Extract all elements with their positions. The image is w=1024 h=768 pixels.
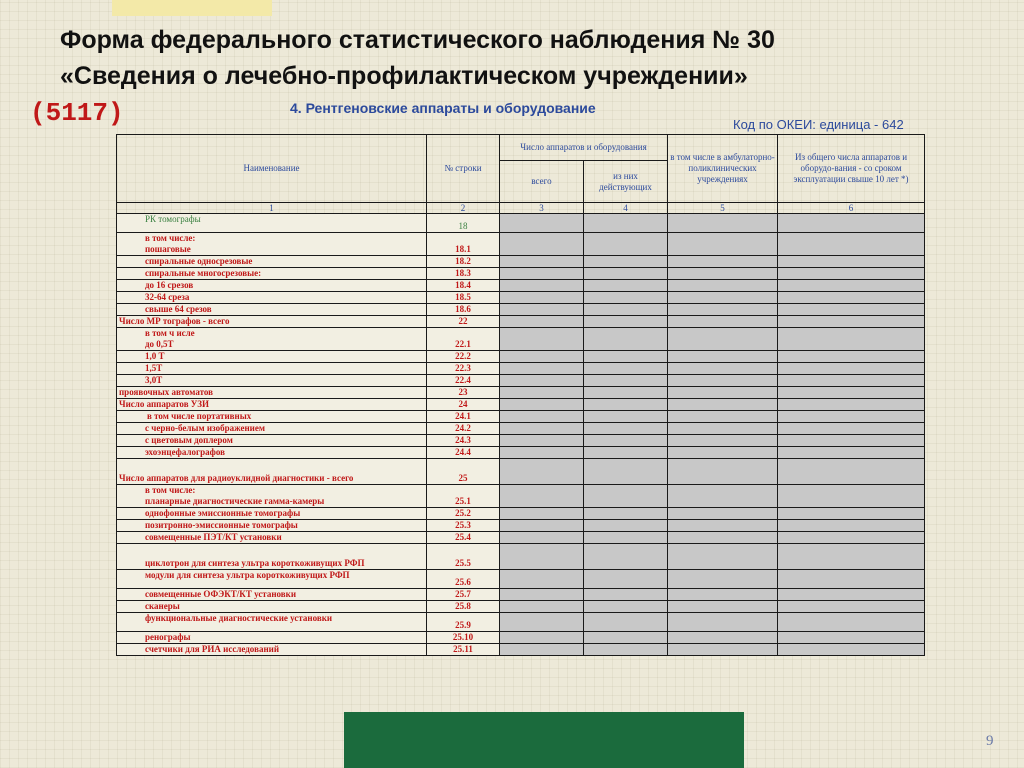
row-name: совмещенные ПЭТ/КТ установки	[117, 532, 427, 544]
row-number: 25.8	[427, 601, 500, 613]
col-number: 5	[668, 203, 778, 214]
row-name: с цветовым доплером	[117, 435, 427, 447]
table-row	[117, 214, 925, 233]
input-cell[interactable]	[778, 268, 925, 280]
input-cell[interactable]	[584, 292, 668, 304]
input-cell[interactable]	[584, 304, 668, 316]
input-cell[interactable]	[778, 411, 925, 423]
input-cell[interactable]	[778, 485, 925, 508]
input-cell[interactable]	[500, 387, 584, 399]
input-cell[interactable]	[500, 399, 584, 411]
header-devices-group: Число аппаратов и оборудования	[500, 135, 668, 161]
input-cell[interactable]	[778, 435, 925, 447]
row-name: сканеры	[117, 601, 427, 613]
row-number: 24.3	[427, 435, 500, 447]
input-cell[interactable]	[778, 589, 925, 601]
input-cell[interactable]	[584, 214, 668, 233]
input-cell[interactable]	[668, 459, 778, 485]
input-cell[interactable]	[584, 532, 668, 544]
row-name	[117, 328, 427, 351]
form-code: (5117)	[30, 98, 124, 128]
input-cell[interactable]	[584, 644, 668, 656]
header-service-life: Из общего числа аппаратов и оборудо-вания - со сроком эксплуатации свыше 10 лет *)	[778, 135, 925, 203]
input-cell[interactable]	[778, 601, 925, 613]
input-cell[interactable]	[500, 363, 584, 375]
table-row	[117, 520, 925, 532]
input-cell[interactable]	[584, 589, 668, 601]
input-cell[interactable]	[500, 459, 584, 485]
input-cell[interactable]	[778, 214, 925, 233]
input-cell[interactable]	[584, 613, 668, 632]
table-row	[117, 423, 925, 435]
input-cell[interactable]	[778, 316, 925, 328]
row-name: 32-64 среза	[117, 292, 427, 304]
input-cell[interactable]	[778, 304, 925, 316]
input-cell[interactable]	[584, 268, 668, 280]
row-number: 24.2	[427, 423, 500, 435]
row-number: 18.4	[427, 280, 500, 292]
input-cell[interactable]	[668, 532, 778, 544]
row-name	[117, 485, 427, 508]
table-row	[117, 363, 925, 375]
table-row	[117, 459, 925, 485]
row-name-prefix: в том ч исле	[145, 328, 195, 338]
input-cell[interactable]	[778, 459, 925, 485]
table-row	[117, 613, 925, 632]
input-cell[interactable]	[500, 447, 584, 459]
input-cell[interactable]	[778, 423, 925, 435]
row-number: 25.10	[427, 632, 500, 644]
input-cell[interactable]	[500, 589, 584, 601]
input-cell[interactable]	[668, 589, 778, 601]
table-row	[117, 632, 925, 644]
row-name-main: пошаговые	[145, 244, 191, 254]
input-cell[interactable]	[668, 423, 778, 435]
input-cell[interactable]	[778, 644, 925, 656]
row-name-main: до 0,5Т	[145, 339, 174, 349]
table-row	[117, 589, 925, 601]
input-cell[interactable]	[584, 399, 668, 411]
input-cell[interactable]	[584, 423, 668, 435]
input-cell[interactable]	[500, 435, 584, 447]
col-number: 1	[117, 203, 427, 214]
input-cell[interactable]	[584, 328, 668, 351]
table-row	[117, 387, 925, 399]
input-cell[interactable]	[668, 375, 778, 387]
input-cell[interactable]	[500, 280, 584, 292]
row-name: Число аппаратов УЗИ	[117, 399, 427, 411]
input-cell[interactable]	[778, 233, 925, 256]
input-cell[interactable]	[668, 601, 778, 613]
input-cell[interactable]	[584, 233, 668, 256]
row-number: 24.4	[427, 447, 500, 459]
row-name: функциональные диагностические установки	[117, 613, 427, 632]
input-cell[interactable]	[778, 399, 925, 411]
row-name: Число аппаратов для радиоуклидной диагностики - всего	[117, 459, 427, 485]
row-number: 25.11	[427, 644, 500, 656]
row-number: 22	[427, 316, 500, 328]
input-cell[interactable]	[584, 459, 668, 485]
row-name: счетчики для РИА исследований	[117, 644, 427, 656]
title-line-2: «Сведения о лечебно-профилактическом учреждении»	[60, 62, 748, 90]
input-cell[interactable]	[500, 520, 584, 532]
input-cell[interactable]	[778, 532, 925, 544]
row-number: 22.3	[427, 363, 500, 375]
input-cell[interactable]	[668, 632, 778, 644]
input-cell[interactable]	[668, 280, 778, 292]
row-number: 18.2	[427, 256, 500, 268]
row-number: 22.2	[427, 351, 500, 363]
input-cell[interactable]	[668, 316, 778, 328]
table-row	[117, 508, 925, 520]
input-cell[interactable]	[778, 363, 925, 375]
input-cell[interactable]	[584, 544, 668, 570]
input-cell[interactable]	[584, 570, 668, 589]
col-number: 6	[778, 203, 925, 214]
row-number: 18.1	[427, 233, 500, 256]
input-cell[interactable]	[584, 632, 668, 644]
input-cell[interactable]	[584, 508, 668, 520]
row-number: 25.9	[427, 613, 500, 632]
table-row	[117, 304, 925, 316]
row-number: 24.1	[427, 411, 500, 423]
input-cell[interactable]	[500, 316, 584, 328]
input-cell[interactable]	[668, 520, 778, 532]
top-accent-bar	[112, 0, 272, 16]
table-row	[117, 375, 925, 387]
input-cell[interactable]	[500, 601, 584, 613]
table-row	[117, 601, 925, 613]
table-row	[117, 532, 925, 544]
input-cell[interactable]	[778, 292, 925, 304]
section-title: 4. Рентгеновские аппараты и оборудование	[290, 100, 596, 116]
okei-code: Код по ОКЕИ: единица - 642	[733, 117, 904, 132]
input-cell[interactable]	[668, 644, 778, 656]
table-row	[117, 399, 925, 411]
table-body	[117, 214, 925, 656]
table-row	[117, 328, 925, 351]
row-name: однофонные эмиссионные томографы	[117, 508, 427, 520]
row-name: 1,5Т	[117, 363, 427, 375]
row-name: 1,0 Т	[117, 351, 427, 363]
equipment-table	[116, 134, 925, 656]
row-name: в том числе портативных	[117, 411, 427, 423]
input-cell[interactable]	[500, 644, 584, 656]
header-ambulatory: в том числе в амбулаторно-поликлинических учреждениях	[668, 135, 778, 203]
row-name-prefix: в том числе:	[145, 485, 196, 495]
input-cell[interactable]	[778, 520, 925, 532]
row-name-prefix: в том числе:	[145, 233, 196, 243]
row-number: 25.2	[427, 508, 500, 520]
table-row	[117, 268, 925, 280]
input-cell[interactable]	[500, 532, 584, 544]
row-name: совмещенные ОФЭКТ/КТ установки	[117, 589, 427, 601]
table-row	[117, 570, 925, 589]
input-cell[interactable]	[500, 570, 584, 589]
input-cell[interactable]	[500, 328, 584, 351]
input-cell[interactable]	[778, 613, 925, 632]
row-name: эхоэнцефалографов	[117, 447, 427, 459]
row-name: циклотрон для синтеза ультра короткоживущих РФП	[117, 544, 427, 570]
input-cell[interactable]	[500, 233, 584, 256]
input-cell[interactable]	[584, 351, 668, 363]
page-title	[60, 22, 775, 94]
row-number: 23	[427, 387, 500, 399]
input-cell[interactable]	[584, 435, 668, 447]
input-cell[interactable]	[500, 411, 584, 423]
row-name: проявочных автоматов	[117, 387, 427, 399]
row-number: 25.3	[427, 520, 500, 532]
row-number: 22.1	[427, 328, 500, 351]
row-number: 25.5	[427, 544, 500, 570]
input-cell[interactable]	[668, 570, 778, 589]
input-cell[interactable]	[500, 544, 584, 570]
input-cell[interactable]	[500, 613, 584, 632]
input-cell[interactable]	[668, 351, 778, 363]
input-cell[interactable]	[778, 632, 925, 644]
row-number: 25	[427, 459, 500, 485]
input-cell[interactable]	[668, 233, 778, 256]
row-number: 22.4	[427, 375, 500, 387]
input-cell[interactable]	[500, 268, 584, 280]
input-cell[interactable]	[668, 292, 778, 304]
input-cell[interactable]	[584, 601, 668, 613]
table-row	[117, 292, 925, 304]
input-cell[interactable]	[584, 447, 668, 459]
input-cell[interactable]	[584, 520, 668, 532]
row-name: с черно-белым изображением	[117, 423, 427, 435]
row-name: спиральные многосрезовые:	[117, 268, 427, 280]
table-row	[117, 280, 925, 292]
input-cell[interactable]	[668, 268, 778, 280]
input-cell[interactable]	[500, 304, 584, 316]
row-name: свыше 64 срезов	[117, 304, 427, 316]
input-cell[interactable]	[584, 256, 668, 268]
row-number: 24	[427, 399, 500, 411]
input-cell[interactable]	[778, 544, 925, 570]
header-total: всего	[500, 161, 584, 203]
input-cell[interactable]	[778, 280, 925, 292]
row-number: 18.6	[427, 304, 500, 316]
row-name: Число МР тографов - всего	[117, 316, 427, 328]
row-name: модули для синтеза ультра короткоживущих РФП	[117, 570, 427, 589]
table-row	[117, 544, 925, 570]
title-line-1: Форма федерального статистического наблюдения № 30	[60, 26, 775, 54]
table-row	[117, 256, 925, 268]
input-cell[interactable]	[778, 375, 925, 387]
input-cell[interactable]	[584, 375, 668, 387]
table-row	[117, 233, 925, 256]
input-cell[interactable]	[668, 328, 778, 351]
input-cell[interactable]	[500, 485, 584, 508]
row-name: 3,0Т	[117, 375, 427, 387]
table-row	[117, 316, 925, 328]
input-cell[interactable]	[778, 447, 925, 459]
input-cell[interactable]	[500, 375, 584, 387]
bottom-accent-bar	[344, 712, 744, 768]
input-cell[interactable]	[668, 508, 778, 520]
row-name	[117, 233, 427, 256]
row-name: до 16 срезов	[117, 280, 427, 292]
input-cell[interactable]	[500, 508, 584, 520]
table-row	[117, 447, 925, 459]
input-cell[interactable]	[584, 280, 668, 292]
row-number: 18	[427, 214, 500, 233]
input-cell[interactable]	[668, 411, 778, 423]
input-cell[interactable]	[778, 570, 925, 589]
input-cell[interactable]	[500, 256, 584, 268]
row-number: 25.1	[427, 485, 500, 508]
input-cell[interactable]	[584, 363, 668, 375]
row-number: 25.4	[427, 532, 500, 544]
col-number: 3	[500, 203, 584, 214]
row-number: 25.7	[427, 589, 500, 601]
input-cell[interactable]	[584, 316, 668, 328]
table-row	[117, 485, 925, 508]
input-cell[interactable]	[668, 435, 778, 447]
input-cell[interactable]	[778, 328, 925, 351]
input-cell[interactable]	[584, 387, 668, 399]
row-number: 25.6	[427, 570, 500, 589]
input-cell[interactable]	[584, 411, 668, 423]
col-number: 4	[584, 203, 668, 214]
input-cell[interactable]	[668, 447, 778, 459]
input-cell[interactable]	[500, 351, 584, 363]
row-name-main: планарные диагностические гамма-камеры	[145, 496, 325, 506]
input-cell[interactable]	[668, 363, 778, 375]
input-cell[interactable]	[778, 351, 925, 363]
input-cell[interactable]	[778, 256, 925, 268]
table-row	[117, 435, 925, 447]
row-name: РК томографы	[117, 214, 427, 233]
input-cell[interactable]	[668, 256, 778, 268]
input-cell[interactable]	[584, 485, 668, 508]
row-number: 18.3	[427, 268, 500, 280]
row-name: позитронно-эмиссионные томографы	[117, 520, 427, 532]
input-cell[interactable]	[500, 214, 584, 233]
row-number: 18.5	[427, 292, 500, 304]
col-number: 2	[427, 203, 500, 214]
input-cell[interactable]	[668, 399, 778, 411]
input-cell[interactable]	[668, 544, 778, 570]
input-cell[interactable]	[500, 423, 584, 435]
header-name: Наименование	[117, 135, 427, 203]
input-cell[interactable]	[668, 214, 778, 233]
input-cell[interactable]	[668, 613, 778, 632]
header-working: из них действующих	[584, 161, 668, 203]
input-cell[interactable]	[668, 387, 778, 399]
input-cell[interactable]	[778, 387, 925, 399]
input-cell[interactable]	[668, 485, 778, 508]
input-cell[interactable]	[500, 292, 584, 304]
input-cell[interactable]	[668, 304, 778, 316]
table-row	[117, 351, 925, 363]
input-cell[interactable]	[500, 632, 584, 644]
table-row	[117, 411, 925, 423]
input-cell[interactable]	[778, 508, 925, 520]
header-row-number: № строки	[427, 135, 500, 203]
row-name: ренографы	[117, 632, 427, 644]
row-name: спиральные односрезовые	[117, 256, 427, 268]
page-number: 9	[986, 733, 994, 749]
table-row	[117, 644, 925, 656]
